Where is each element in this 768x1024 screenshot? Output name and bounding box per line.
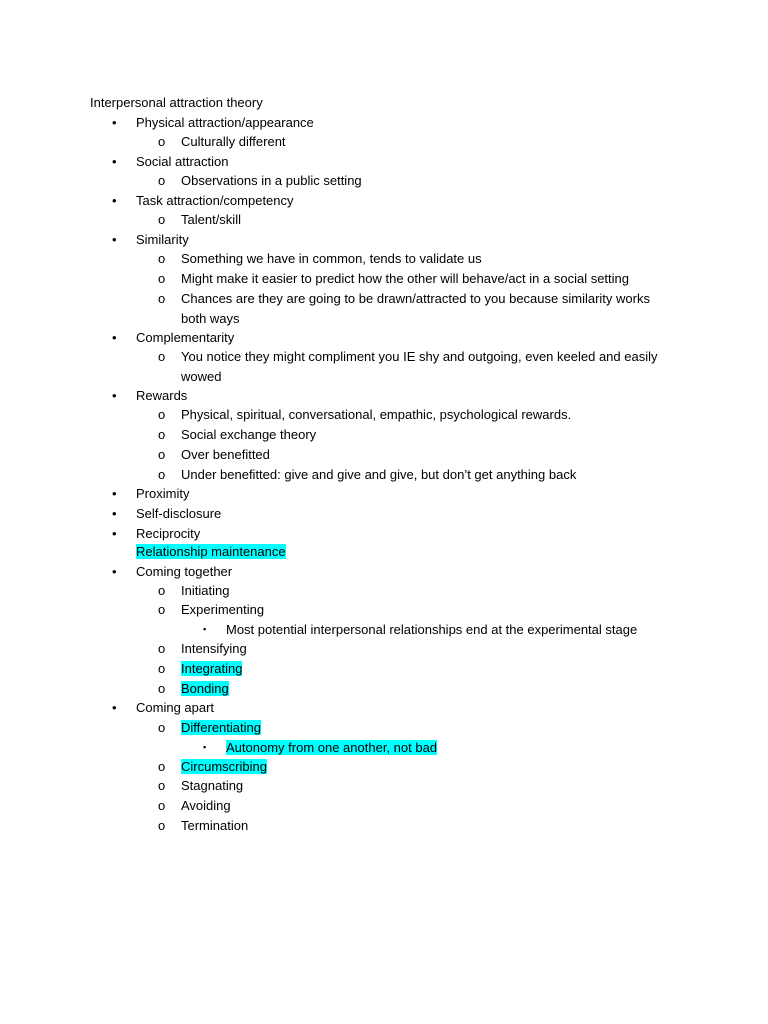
circle-marker: o: [158, 427, 166, 442]
bullet-marker: •: [112, 193, 117, 208]
bullet-marker: •: [112, 330, 117, 345]
circle-marker: o: [158, 467, 166, 482]
list-item-level2: Physical, spiritual, conversational, empathic, psychological rewards.: [181, 407, 572, 422]
circle-marker: o: [158, 271, 166, 286]
list-item-level2: Experimenting: [181, 602, 265, 617]
list-item-level2: Culturally different: [181, 134, 286, 149]
circle-marker: o: [158, 134, 166, 149]
bullet-marker: •: [112, 388, 117, 403]
list-item-level2: [181, 718, 261, 738]
list-item-level1: Coming apart: [136, 700, 215, 715]
highlighted-text: Relationship maintenance: [136, 544, 286, 559]
circle-marker: o: [158, 641, 166, 656]
list-item-level3: Most potential interpersonal relationships end at the experimental stage: [226, 622, 638, 637]
list-item-level2: Termination: [181, 818, 249, 833]
circle-marker: o: [158, 602, 166, 617]
list-item-level2: [181, 659, 242, 679]
circle-marker: o: [158, 173, 166, 188]
bullet-marker: •: [112, 115, 117, 130]
list-item-level2: Over benefitted: [181, 447, 270, 462]
list-item-level2: Stagnating: [181, 778, 244, 793]
circle-marker: o: [158, 447, 166, 462]
highlighted-text: Differentiating: [181, 720, 261, 735]
list-item-level2: Initiating: [181, 583, 230, 598]
circle-marker: o: [158, 349, 166, 364]
list-item-level2: Something we have in common, tends to validate us: [181, 251, 482, 266]
bullet-marker: •: [112, 700, 117, 715]
circle-marker: o: [158, 818, 166, 833]
highlighted-text: Bonding: [181, 681, 229, 696]
list-item-level1: Physical attraction/appearance: [136, 115, 314, 130]
list-item-level2: Observations in a public setting: [181, 173, 362, 188]
section-heading: [136, 542, 286, 562]
list-item-level1: Reciprocity: [136, 526, 201, 541]
list-item-level2: Social exchange theory: [181, 427, 317, 442]
list-item-level2: Intensifying: [181, 641, 247, 656]
list-item-level3: [226, 738, 437, 758]
list-item-level2: [181, 679, 229, 699]
list-item-level2: Chances are they are going to be drawn/attracted to you because similarity works both ways: [181, 291, 650, 326]
highlighted-text: Autonomy from one another, not bad: [226, 740, 438, 755]
circle-marker: o: [158, 661, 166, 676]
list-item-level2: Might make it easier to predict how the other will behave/act in a social setting: [181, 271, 630, 286]
bullet-marker: •: [112, 506, 117, 521]
circle-marker: o: [158, 798, 166, 813]
circle-marker: o: [158, 212, 166, 227]
list-item-level1: Coming together: [136, 564, 233, 579]
list-item-level2: [181, 757, 267, 777]
bullet-marker: •: [112, 154, 117, 169]
circle-marker: o: [158, 251, 166, 266]
bullet-marker: •: [112, 564, 117, 579]
circle-marker: o: [158, 759, 166, 774]
list-item-level2: Under benefitted: give and give and give, but don’t get anything back: [181, 467, 577, 482]
circle-marker: o: [158, 407, 166, 422]
highlighted-text: Integrating: [181, 661, 243, 676]
circle-marker: o: [158, 681, 166, 696]
list-item-level1: Rewards: [136, 388, 188, 403]
list-item-level1: Similarity: [136, 232, 189, 247]
list-item-level2: You notice they might compliment you IE shy and outgoing, even keeled and easily wowed: [181, 349, 658, 384]
bullet-marker: •: [112, 232, 117, 247]
document-title: Interpersonal attraction theory: [90, 95, 263, 110]
list-item-level1: Self-disclosure: [136, 506, 222, 521]
circle-marker: o: [158, 720, 166, 735]
list-item-level1: Complementarity: [136, 330, 235, 345]
circle-marker: o: [158, 583, 166, 598]
square-marker: ▪: [203, 742, 207, 752]
list-item-level1: Task attraction/competency: [136, 193, 294, 208]
list-item-level2: Talent/skill: [181, 212, 241, 227]
list-item-level2: Avoiding: [181, 798, 231, 813]
bullet-marker: •: [112, 486, 117, 501]
circle-marker: o: [158, 291, 166, 306]
highlighted-text: Circumscribing: [181, 759, 267, 774]
square-marker: ▪: [203, 624, 207, 634]
bullet-marker: •: [112, 526, 117, 541]
circle-marker: o: [158, 778, 166, 793]
list-item-level1: Proximity: [136, 486, 190, 501]
list-item-level1: Social attraction: [136, 154, 229, 169]
